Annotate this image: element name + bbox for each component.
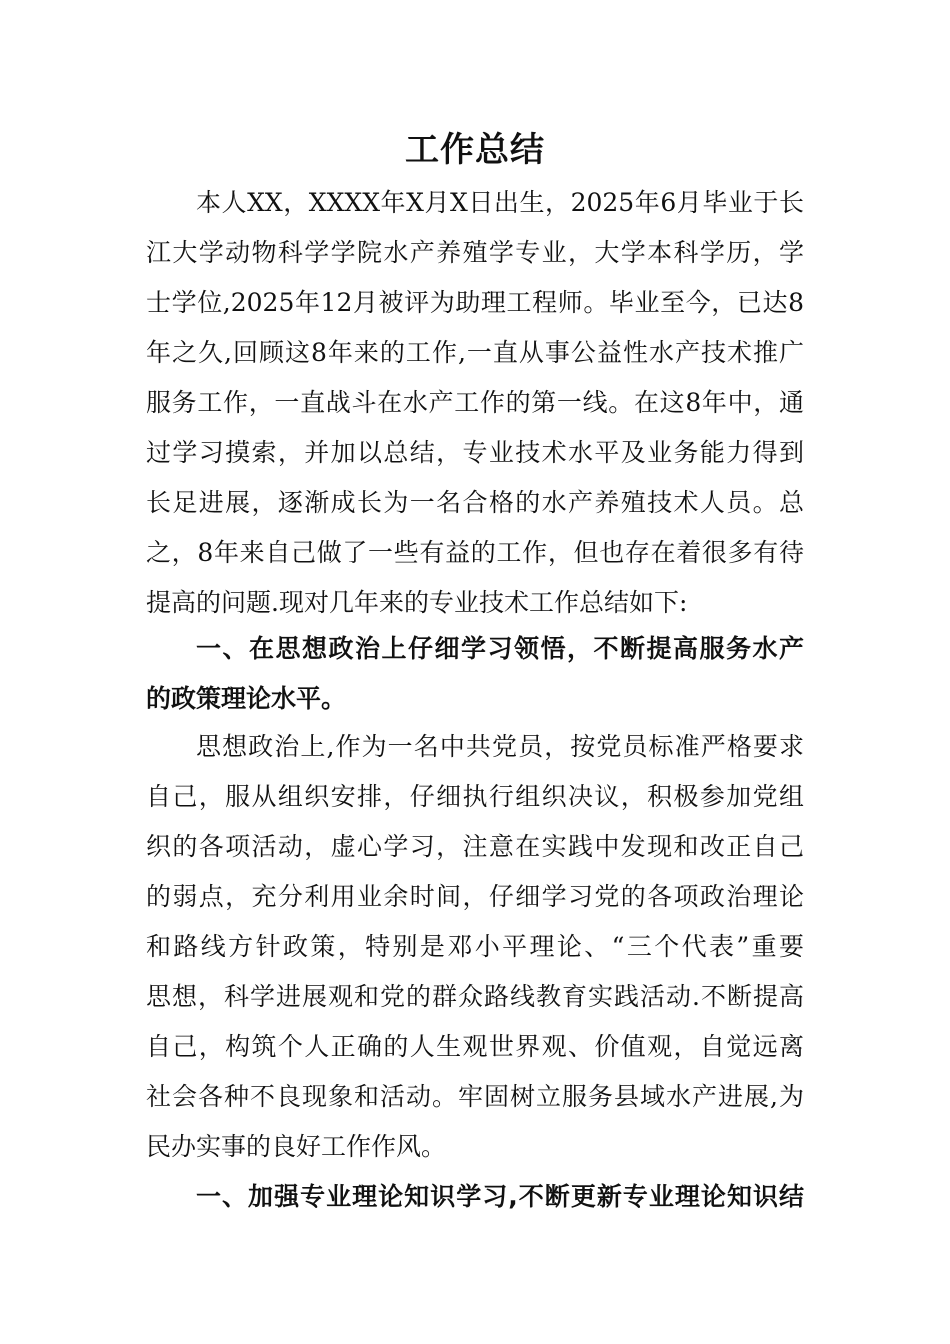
paragraph-line: 服务工作，一直战斗在水产工作的第一线。在这8年中，通 xyxy=(146,388,804,417)
paragraph-line: 民办实事的良好工作作风。 xyxy=(146,1132,447,1161)
paragraph-line: 织的各项活动，虚心学习，注意在实践中发现和改正自己 xyxy=(146,832,804,861)
section-heading: 一、在思想政治上仔细学习领悟，不断提高服务水产 xyxy=(196,634,804,663)
paragraph-line: 提高的问题.现对几年来的专业技术工作总结如下: xyxy=(146,588,688,617)
paragraph-line: 过学习摸索，并加以总结，专业技术水平及业务能力得到 xyxy=(146,438,804,467)
paragraph-line: 士学位,2025年12月被评为助理工程师。毕业至今，已达8 xyxy=(146,288,804,317)
paragraph-line: 社会各种不良现象和活动。牢固树立服务县域水产进展,为 xyxy=(146,1082,804,1111)
section-heading: 一、加强专业理论知识学习,不断更新专业理论知识结 xyxy=(196,1182,804,1211)
paragraph-line: 自己，服从组织安排，仔细执行组织决议，积极参加党组 xyxy=(146,782,804,811)
document-title: 工作总结 xyxy=(405,130,545,170)
paragraph-line: 长足进展，逐渐成长为一名合格的水产养殖技术人员。总 xyxy=(146,488,804,517)
paragraph-line: 年之久,回顾这8年来的工作,一直从事公益性水产技术推广 xyxy=(146,338,804,367)
paragraph-line: 本人XX，XXXX年X月X日出生，2025年6月毕业于长 xyxy=(196,188,804,217)
paragraph-line: 和路线方针政策，特别是邓小平理论、“三个代表”重要 xyxy=(146,932,804,961)
paragraph-line: 思想，科学进展观和党的群众路线教育实践活动.不断提高 xyxy=(146,982,804,1011)
section-heading: 的政策理论水平。 xyxy=(146,684,347,713)
paragraph-line: 的弱点，充分利用业余时间，仔细学习党的各项政治理论 xyxy=(146,882,804,911)
paragraph-line: 思想政治上,作为一名中共党员，按党员标准严格要求 xyxy=(196,732,804,761)
paragraph-line: 江大学动物科学学院水产养殖学专业，大学本科学历，学 xyxy=(146,238,804,267)
paragraph-line: 之，8年来自己做了一些有益的工作，但也存在着很多有待 xyxy=(146,538,804,567)
paragraph-line: 自己，构筑个人正确的人生观世界观、价值观，自觉远离 xyxy=(146,1032,804,1061)
